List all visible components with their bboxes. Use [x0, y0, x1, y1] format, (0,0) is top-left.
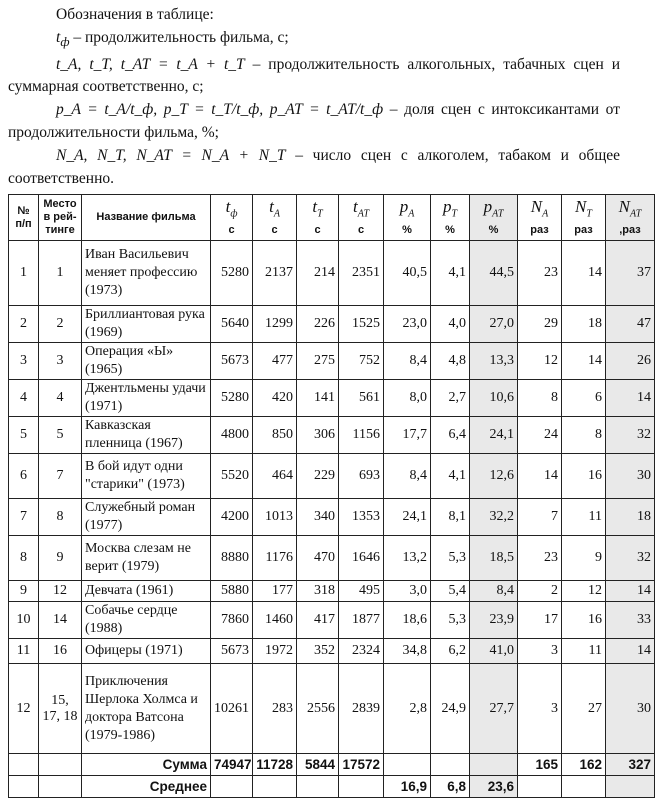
cell-pt: 4,8	[431, 343, 470, 380]
cell-no: 11	[9, 639, 39, 664]
cell-name: Девчата (1961)	[82, 581, 211, 602]
header-name: Название фильма	[82, 195, 211, 241]
cell-tt: 141	[297, 380, 339, 417]
table-row	[9, 581, 655, 602]
cell-nt: 16	[562, 602, 606, 639]
cell-name: Москва слезам не верит (1979)	[82, 536, 211, 581]
cell-tat: 2839	[339, 664, 384, 754]
cell-ta: 177	[253, 581, 297, 602]
cell-name: Джентльмены удачи (1971)	[82, 380, 211, 417]
header-na: $N_A$ раз	[518, 195, 562, 241]
header-nat: $N_{AT}$ ,раз	[606, 195, 655, 241]
cell-pt: 4,0	[431, 306, 470, 343]
cell-tat: 1525	[339, 306, 384, 343]
cell-tf: 5640	[211, 306, 253, 343]
cell-ta: 2137	[253, 241, 297, 306]
sum-tf: 74947	[211, 754, 253, 776]
table-row	[9, 343, 655, 380]
cell-no: 12	[9, 664, 39, 754]
cell-tat: 1877	[339, 602, 384, 639]
legend-p-text: – доля сцен с интоксикантами от продолжительности фильма, %;	[8, 101, 621, 142]
cell-pat: 32,2	[470, 499, 518, 536]
cell-name: Операция «Ы» (1965)	[82, 343, 211, 380]
cell-no: 3	[9, 343, 39, 380]
sum-nat: 327	[606, 754, 655, 776]
cell-na: 29	[518, 306, 562, 343]
table-row	[9, 536, 655, 581]
cell-ta: 464	[253, 454, 297, 499]
cell-pt: 2,7	[431, 380, 470, 417]
cell-tt: 2556	[297, 664, 339, 754]
cell-nat: 33	[606, 602, 655, 639]
cell-tf: 8880	[211, 536, 253, 581]
cell-na: 24	[518, 417, 562, 454]
cell-na: 3	[518, 664, 562, 754]
cell-pa: 8,0	[384, 380, 431, 417]
legend-line-t	[8, 54, 620, 100]
cell-tt: 229	[297, 454, 339, 499]
cell-nt: 9	[562, 536, 606, 581]
sum-empty	[431, 754, 470, 776]
cell-rank: 12	[39, 581, 82, 602]
cell-pt: 5,4	[431, 581, 470, 602]
cell-pat: 10,6	[470, 380, 518, 417]
cell-nat: 18	[606, 499, 655, 536]
cell-ta: 283	[253, 664, 297, 754]
cell-ta: 850	[253, 417, 297, 454]
cell-name: Кавказская пленница (1967)	[82, 417, 211, 454]
cell-no: 10	[9, 602, 39, 639]
cell-tat: 752	[339, 343, 384, 380]
header-pa: $p_A$ %	[384, 195, 431, 241]
header-tt: $t_T$ с	[297, 195, 339, 241]
cell-tat: 2351	[339, 241, 384, 306]
cell-name: Собачье сердце (1988)	[82, 602, 211, 639]
legend-tf-text: – продолжительность фильма, с;	[73, 28, 289, 46]
cell-na: 8	[518, 380, 562, 417]
header-pt: $p_T$ %	[431, 195, 470, 241]
cell-nat: 30	[606, 454, 655, 499]
cell-rank: 16	[39, 639, 82, 664]
legend-title: Обозначения в таблице:	[56, 6, 214, 23]
cell-nt: 12	[562, 581, 606, 602]
legend-line-n	[8, 145, 620, 191]
symbol-tf: $t_ф$	[56, 28, 70, 49]
header-tf: $t_ф$ с	[211, 195, 253, 241]
cell-tt: 352	[297, 639, 339, 664]
cell-tt: 306	[297, 417, 339, 454]
cell-na: 2	[518, 581, 562, 602]
cell-tf: 5520	[211, 454, 253, 499]
cell-rank: 15, 17, 18	[39, 664, 82, 754]
cell-tat: 693	[339, 454, 384, 499]
header-pat: $p_{AT}$ %	[470, 195, 518, 241]
avg-pt: 6,8	[431, 776, 470, 798]
films-table	[8, 194, 655, 798]
table-row	[9, 454, 655, 499]
cell-nt: 14	[562, 241, 606, 306]
cell-tat: 1646	[339, 536, 384, 581]
cell-nt: 6	[562, 380, 606, 417]
cell-pat: 12,6	[470, 454, 518, 499]
legend-line-tf	[8, 27, 620, 54]
cell-tf: 5673	[211, 639, 253, 664]
cell-na: 23	[518, 241, 562, 306]
cell-rank: 9	[39, 536, 82, 581]
cell-pa: 34,8	[384, 639, 431, 664]
table-row	[9, 602, 655, 639]
avg-empty	[253, 776, 297, 798]
cell-pt: 4,1	[431, 241, 470, 306]
avg-empty	[518, 776, 562, 798]
cell-rank: 2	[39, 306, 82, 343]
cell-pa: 13,2	[384, 536, 431, 581]
header-ta: $t_A$ с	[253, 195, 297, 241]
sum-empty	[39, 754, 82, 776]
avg-empty	[606, 776, 655, 798]
cell-rank: 8	[39, 499, 82, 536]
sum-tt: 5844	[297, 754, 339, 776]
cell-pa: 2,8	[384, 664, 431, 754]
header-no: № п/п	[9, 195, 39, 241]
avg-empty	[562, 776, 606, 798]
cell-pat: 18,5	[470, 536, 518, 581]
cell-ta: 477	[253, 343, 297, 380]
cell-rank: 5	[39, 417, 82, 454]
cell-name: Приключения Шерлока Холмса и доктора Ватсона (1979-1986)	[82, 664, 211, 754]
cell-no: 6	[9, 454, 39, 499]
cell-tf: 5880	[211, 581, 253, 602]
cell-na: 14	[518, 454, 562, 499]
cell-name: Бриллиантовая рука (1969)	[82, 306, 211, 343]
cell-pt: 5,3	[431, 536, 470, 581]
legend-line-p	[8, 99, 620, 145]
cell-tt: 275	[297, 343, 339, 380]
avg-empty	[211, 776, 253, 798]
cell-tt: 318	[297, 581, 339, 602]
sum-na: 165	[518, 754, 562, 776]
cell-nt: 11	[562, 499, 606, 536]
symbol-n-group: N_A, N_T, N_AT = N_A + N_T	[56, 146, 286, 164]
cell-nt: 18	[562, 306, 606, 343]
cell-pa: 40,5	[384, 241, 431, 306]
avg-pa: 16,9	[384, 776, 431, 798]
cell-pt: 24,9	[431, 664, 470, 754]
avg-label: Среднее	[82, 776, 211, 798]
cell-tf: 5280	[211, 380, 253, 417]
sum-row	[9, 754, 655, 776]
cell-no: 5	[9, 417, 39, 454]
cell-ta: 1972	[253, 639, 297, 664]
cell-ta: 1460	[253, 602, 297, 639]
table-row	[9, 499, 655, 536]
cell-pa: 23,0	[384, 306, 431, 343]
cell-na: 12	[518, 343, 562, 380]
avg-pat: 23,6	[470, 776, 518, 798]
table-row	[9, 639, 655, 664]
cell-nat: 37	[606, 241, 655, 306]
sum-empty	[470, 754, 518, 776]
cell-nat: 32	[606, 417, 655, 454]
cell-ta: 420	[253, 380, 297, 417]
cell-rank: 7	[39, 454, 82, 499]
cell-nat: 32	[606, 536, 655, 581]
cell-pt: 6,2	[431, 639, 470, 664]
cell-name: В бой идут одни "старики" (1973)	[82, 454, 211, 499]
sum-ta: 11728	[253, 754, 297, 776]
table-row	[9, 664, 655, 754]
sum-empty	[384, 754, 431, 776]
cell-tat: 2324	[339, 639, 384, 664]
cell-pa: 8,4	[384, 454, 431, 499]
header-tat: $t_{AT}$ с	[339, 195, 384, 241]
cell-nt: 8	[562, 417, 606, 454]
cell-no: 7	[9, 499, 39, 536]
cell-na: 7	[518, 499, 562, 536]
cell-tf: 7860	[211, 602, 253, 639]
cell-pa: 17,7	[384, 417, 431, 454]
cell-tt: 340	[297, 499, 339, 536]
cell-na: 3	[518, 639, 562, 664]
cell-pat: 13,3	[470, 343, 518, 380]
cell-pat: 24,1	[470, 417, 518, 454]
cell-tat: 561	[339, 380, 384, 417]
cell-pat: 44,5	[470, 241, 518, 306]
cell-rank: 3	[39, 343, 82, 380]
table-footer	[9, 754, 655, 798]
cell-no: 1	[9, 241, 39, 306]
cell-tf: 10261	[211, 664, 253, 754]
cell-nt: 11	[562, 639, 606, 664]
avg-empty	[9, 776, 39, 798]
cell-pat: 23,9	[470, 602, 518, 639]
cell-tf: 4200	[211, 499, 253, 536]
cell-pa: 8,4	[384, 343, 431, 380]
cell-tt: 417	[297, 602, 339, 639]
table-row	[9, 306, 655, 343]
cell-nat: 14	[606, 581, 655, 602]
cell-no: 8	[9, 536, 39, 581]
cell-ta: 1013	[253, 499, 297, 536]
cell-nat: 26	[606, 343, 655, 380]
cell-tat: 495	[339, 581, 384, 602]
symbol-t-group: t_A, t_T, t_AT = t_A + t_T	[56, 55, 245, 73]
cell-tf: 5673	[211, 343, 253, 380]
cell-name: Иван Васильевич меняет профессию (1973)	[82, 241, 211, 306]
avg-empty	[297, 776, 339, 798]
table-row	[9, 241, 655, 306]
table-header	[9, 195, 655, 241]
cell-pt: 5,3	[431, 602, 470, 639]
table-row	[9, 417, 655, 454]
cell-tt: 214	[297, 241, 339, 306]
cell-no: 2	[9, 306, 39, 343]
header-nt: $N_T$ раз	[562, 195, 606, 241]
cell-no: 9	[9, 581, 39, 602]
cell-name: Офицеры (1971)	[82, 639, 211, 664]
cell-nt: 27	[562, 664, 606, 754]
cell-ta: 1176	[253, 536, 297, 581]
cell-pt: 6,4	[431, 417, 470, 454]
cell-tf: 4800	[211, 417, 253, 454]
cell-ta: 1299	[253, 306, 297, 343]
cell-nat: 30	[606, 664, 655, 754]
sum-label: Сумма	[82, 754, 211, 776]
legend-n-text: – число сцен с алкоголем, табаком и общее соответственно.	[8, 146, 621, 187]
cell-pa: 24,1	[384, 499, 431, 536]
cell-pat: 41,0	[470, 639, 518, 664]
symbol-p-group: p_A = t_A/t_ф, p_T = t_T/t_ф, p_AT = t_AT/t_ф	[56, 101, 384, 119]
cell-nt: 16	[562, 454, 606, 499]
cell-pa: 18,6	[384, 602, 431, 639]
cell-no: 4	[9, 380, 39, 417]
cell-tt: 470	[297, 536, 339, 581]
cell-pa: 3,0	[384, 581, 431, 602]
avg-row	[9, 776, 655, 798]
cell-nat: 47	[606, 306, 655, 343]
cell-nt: 14	[562, 343, 606, 380]
table-row	[9, 380, 655, 417]
cell-rank: 4	[39, 380, 82, 417]
legend	[8, 4, 620, 190]
sum-empty	[9, 754, 39, 776]
cell-pat: 27,0	[470, 306, 518, 343]
sum-tat: 17572	[339, 754, 384, 776]
cell-tat: 1353	[339, 499, 384, 536]
header-rank: Место в рей-тинге	[39, 195, 82, 241]
cell-rank: 1	[39, 241, 82, 306]
cell-tat: 1156	[339, 417, 384, 454]
cell-tt: 226	[297, 306, 339, 343]
sum-nt: 162	[562, 754, 606, 776]
cell-pt: 4,1	[431, 454, 470, 499]
cell-na: 17	[518, 602, 562, 639]
cell-nat: 14	[606, 639, 655, 664]
cell-pat: 27,7	[470, 664, 518, 754]
avg-empty	[39, 776, 82, 798]
table-body	[9, 241, 655, 754]
cell-pat: 8,4	[470, 581, 518, 602]
cell-tf: 5280	[211, 241, 253, 306]
legend-t-text: – продолжительность алкогольных, табачных сцен и суммарная соответственно, с;	[8, 55, 621, 96]
cell-na: 23	[518, 536, 562, 581]
cell-nat: 14	[606, 380, 655, 417]
cell-name: Служебный роман (1977)	[82, 499, 211, 536]
cell-rank: 14	[39, 602, 82, 639]
cell-pt: 8,1	[431, 499, 470, 536]
avg-empty	[339, 776, 384, 798]
